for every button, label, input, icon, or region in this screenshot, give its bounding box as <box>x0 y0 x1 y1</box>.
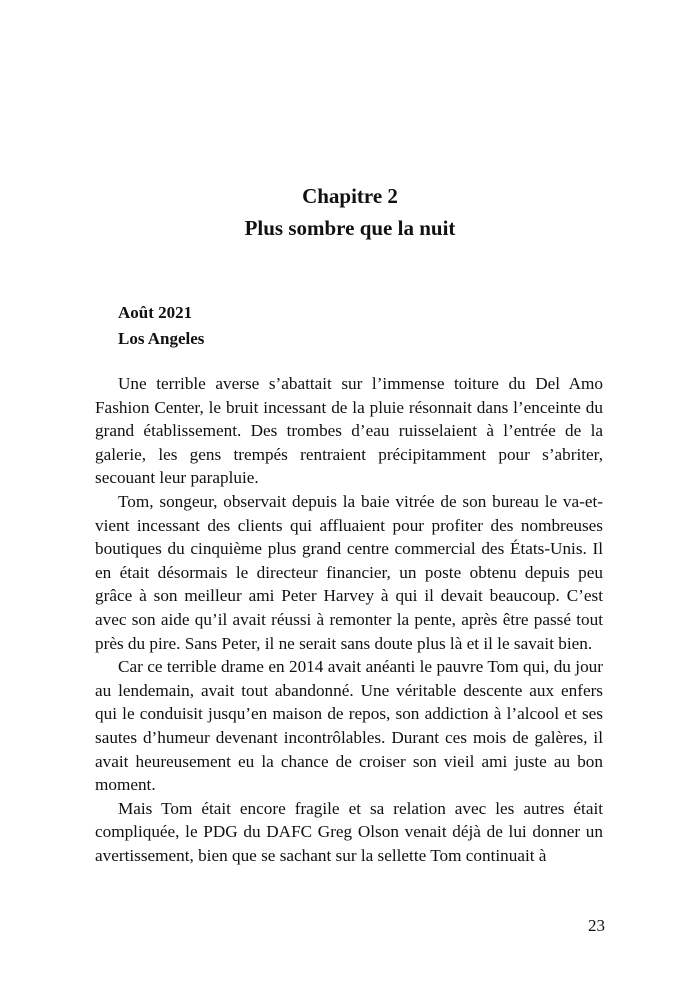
dateline <box>118 300 204 352</box>
chapter-title: Plus sombre que la nuit <box>244 216 456 240</box>
dateline-place: Los Angeles <box>118 329 205 348</box>
body-text <box>95 372 603 867</box>
paragraph: Une terrible averse s’abattait sur l’immense toiture du Del Amo Fashion Center, le bruit incessant de la pluie résonnait dans l’enceinte du grand établissement. Des trombes d’eau ruisselaient à l’entrée de la galerie, les gens trempés rentraient précipitamment pour s’abriter, secouant leur parapluie. <box>95 374 603 488</box>
dateline-date: Août 2021 <box>118 303 193 322</box>
chapter-number: Chapitre 2 <box>302 184 398 208</box>
chapter-heading <box>0 180 700 244</box>
paragraph: Car ce terrible drame en 2014 avait anéanti le pauvre Tom qui, du jour au lendemain, avait tout abandonné. Une véritable descente aux enfers qui le conduisit jusqu’en maison de repos, son addiction à l’alcool et ses sautes d’humeur devenant incontrôlables. Durant ces mois de galères, il avait heureusement eu la chance de croiser son vieil ami juste au bon moment. <box>95 657 603 795</box>
paragraph: Mais Tom était encore fragile et sa relation avec les autres était compliquée, le PDG du DAFC Greg Olson venait déjà de lui donner un avertissement, bien que se sachant sur la sellette Tom continuait à <box>95 798 603 865</box>
page-number: 23 <box>588 916 605 935</box>
paragraph: Tom, songeur, observait depuis la baie vitrée de son bureau le va-et-vient incessant des clients qui affluaient pour profiter des nombreuses boutiques du cinquième plus grand centre commercial des États-Unis. Il en était désormais le directeur financier, un poste obtenu depuis peu grâce à son meilleur ami Peter Harvey à qui il devait beaucoup. C’est avec son aide qu’il avait réussi à remonter la pente, après être passé tout près du pire. Sans Peter, il ne serait sans doute plus là et il le savait bien. <box>95 491 603 653</box>
